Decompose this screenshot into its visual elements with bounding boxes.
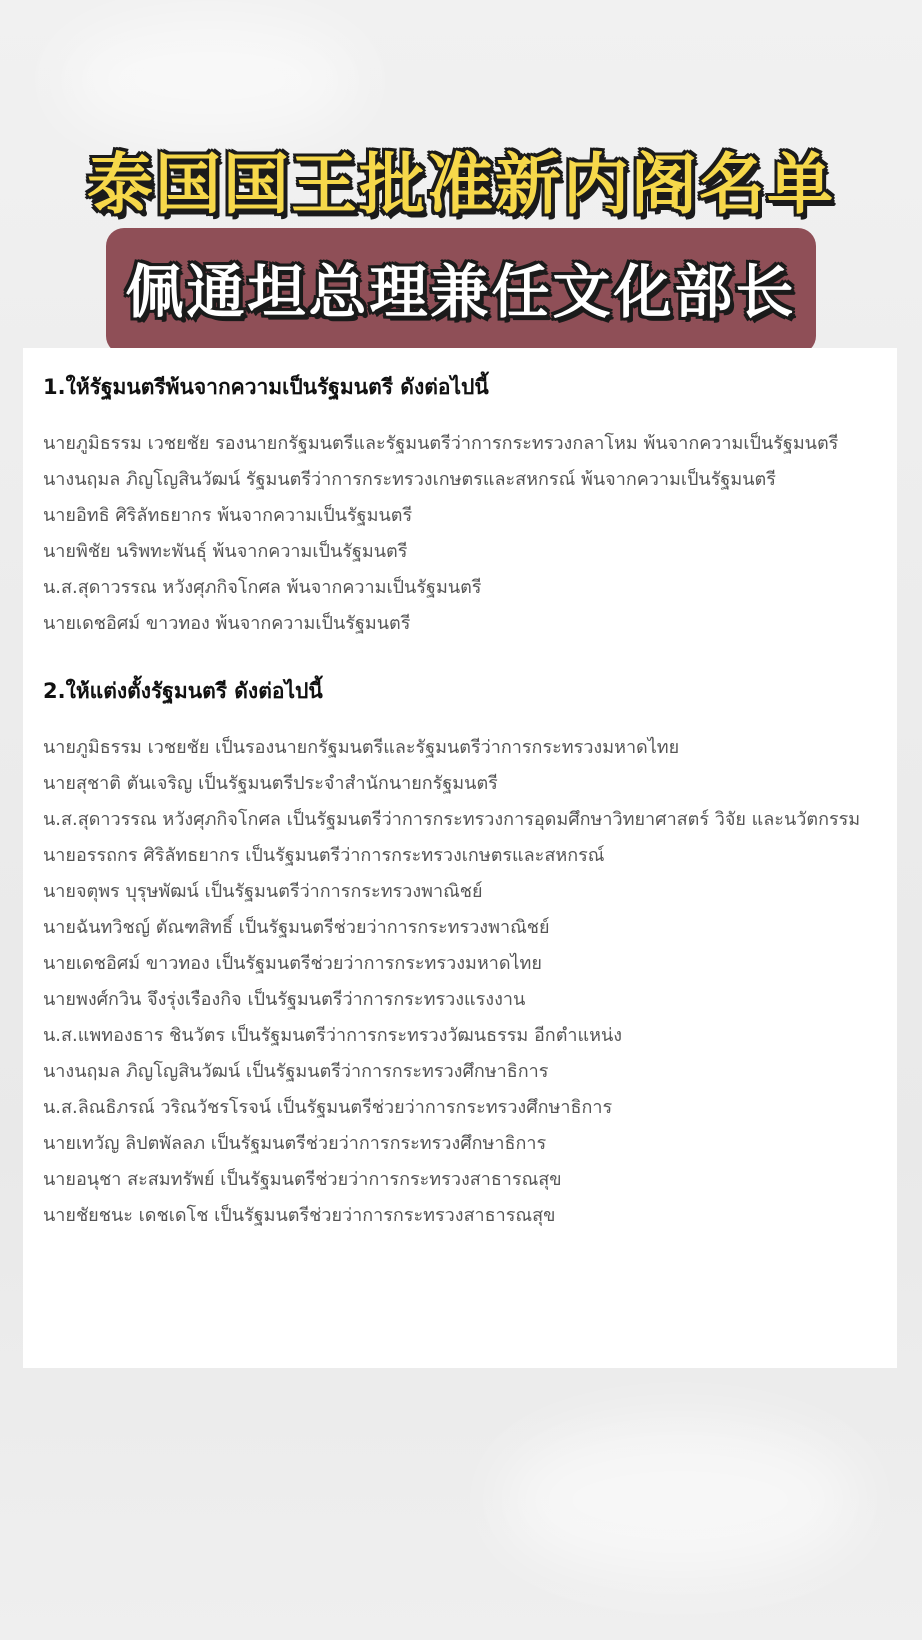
section-heading: 1.ให้รัฐมนตรีพ้นจากความเป็นรัฐมนตรี ดังต่อไปนี้ — [43, 375, 489, 399]
list-item: นายสุชาติ ตันเจริญ เป็นรัฐมนตรีประจำสำนักนายกรัฐมนตรี — [43, 773, 498, 794]
list-item: นายอนุชา สะสมทรัพย์ เป็นรัฐมนตรีช่วยว่าการกระทรวงสาธารณสุข — [43, 1169, 562, 1190]
list-item: นายเดชอิศม์ ขาวทอง พ้นจากความเป็นรัฐมนตรี — [43, 613, 411, 634]
list-item: นางนฤมล ภิญโญสินวัฒน์ รัฐมนตรีว่าการกระทรวงเกษตรและสหกรณ์ พ้นจากความเป็นรัฐมนตรี — [43, 469, 776, 490]
list-item: นายเดชอิศม์ ขาวทอง เป็นรัฐมนตรีช่วยว่าการกระทรวงมหาดไทย — [43, 953, 542, 974]
list-item: นายเทวัญ ลิปตพัลลภ เป็นรัฐมนตรีช่วยว่าการกระทรวงศึกษาธิการ — [43, 1133, 547, 1154]
list-item: นายจตุพร บุรุษพัฒน์ เป็นรัฐมนตรีว่าการกระทรวงพาณิชย์ — [43, 881, 483, 902]
list-item: นายพิชัย นริพทะพันธุ์ พ้นจากความเป็นรัฐมนตรี — [43, 541, 408, 562]
section-heading: 2.ให้แต่งตั้งรัฐมนตรี ดังต่อไปนี้ — [43, 679, 323, 703]
list-item: น.ส.แพทองธาร ชินวัตร เป็นรัฐมนตรีว่าการกระทรวงวัฒนธรรม อีกตำแหน่ง — [43, 1025, 623, 1046]
background-highlight — [60, 20, 360, 140]
list-item: น.ส.ลิณธิภรณ์ วริณวัชรโรจน์ เป็นรัฐมนตรีช่วยว่าการกระทรวงศึกษาธิการ — [43, 1097, 613, 1118]
page-subtitle: 佩通坦总理兼任文化部长 — [125, 258, 797, 326]
page-title: 泰国国王批准新内阁名单 — [87, 146, 835, 223]
list-item: น.ส.สุดาวรรณ หวังศุภกิจโกศล พ้นจากความเป็นรัฐมนตรี — [43, 577, 482, 598]
list-item: นายฉันทวิชญ์ ตัณฑสิทธิ์ เป็นรัฐมนตรีช่วยว่าการกระทรวงพาณิชย์ — [43, 917, 550, 938]
list-item: นายอิทธิ ศิริลัทธยากร พ้นจากความเป็นรัฐมนตรี — [43, 505, 413, 526]
list-item: นางนฤมล ภิญโญสินวัฒน์ เป็นรัฐมนตรีว่าการกระทรวงศึกษาธิการ — [43, 1061, 549, 1082]
list-item: นายภูมิธรรม เวชยชัย รองนายกรัฐมนตรีและรัฐมนตรีว่าการกระทรวงกลาโหม พ้นจากความเป็นรัฐมนตรี — [43, 433, 839, 454]
section-appointed-ministers — [43, 676, 879, 1234]
list-item: นายพงศ์กวิน จึงรุ่งเรืองกิจ เป็นรัฐมนตรีว่าการกระทรวงแรงงาน — [43, 989, 526, 1010]
section-removed-ministers — [43, 372, 879, 642]
list-item: นายชัยชนะ เดชเดโช เป็นรัฐมนตรีช่วยว่าการกระทรวงสาธารณสุข — [43, 1205, 556, 1226]
list-item: น.ส.สุดาวรรณ หวังศุภกิจโกศล เป็นรัฐมนตรีว่าการกระทรวงการอุดมศึกษาวิทยาศาสตร์ วิจัย และนวัตกรรม — [43, 809, 861, 830]
background-highlight — [500, 1420, 860, 1580]
document-card — [23, 348, 897, 1368]
list-item: นายอรรถกร ศิริลัทธยากร เป็นรัฐมนตรีว่าการกระทรวงเกษตรและสหกรณ์ — [43, 845, 605, 866]
list-item: นายภูมิธรรม เวชยชัย เป็นรองนายกรัฐมนตรีและรัฐมนตรีว่าการกระทรวงมหาดไทย — [43, 737, 680, 758]
